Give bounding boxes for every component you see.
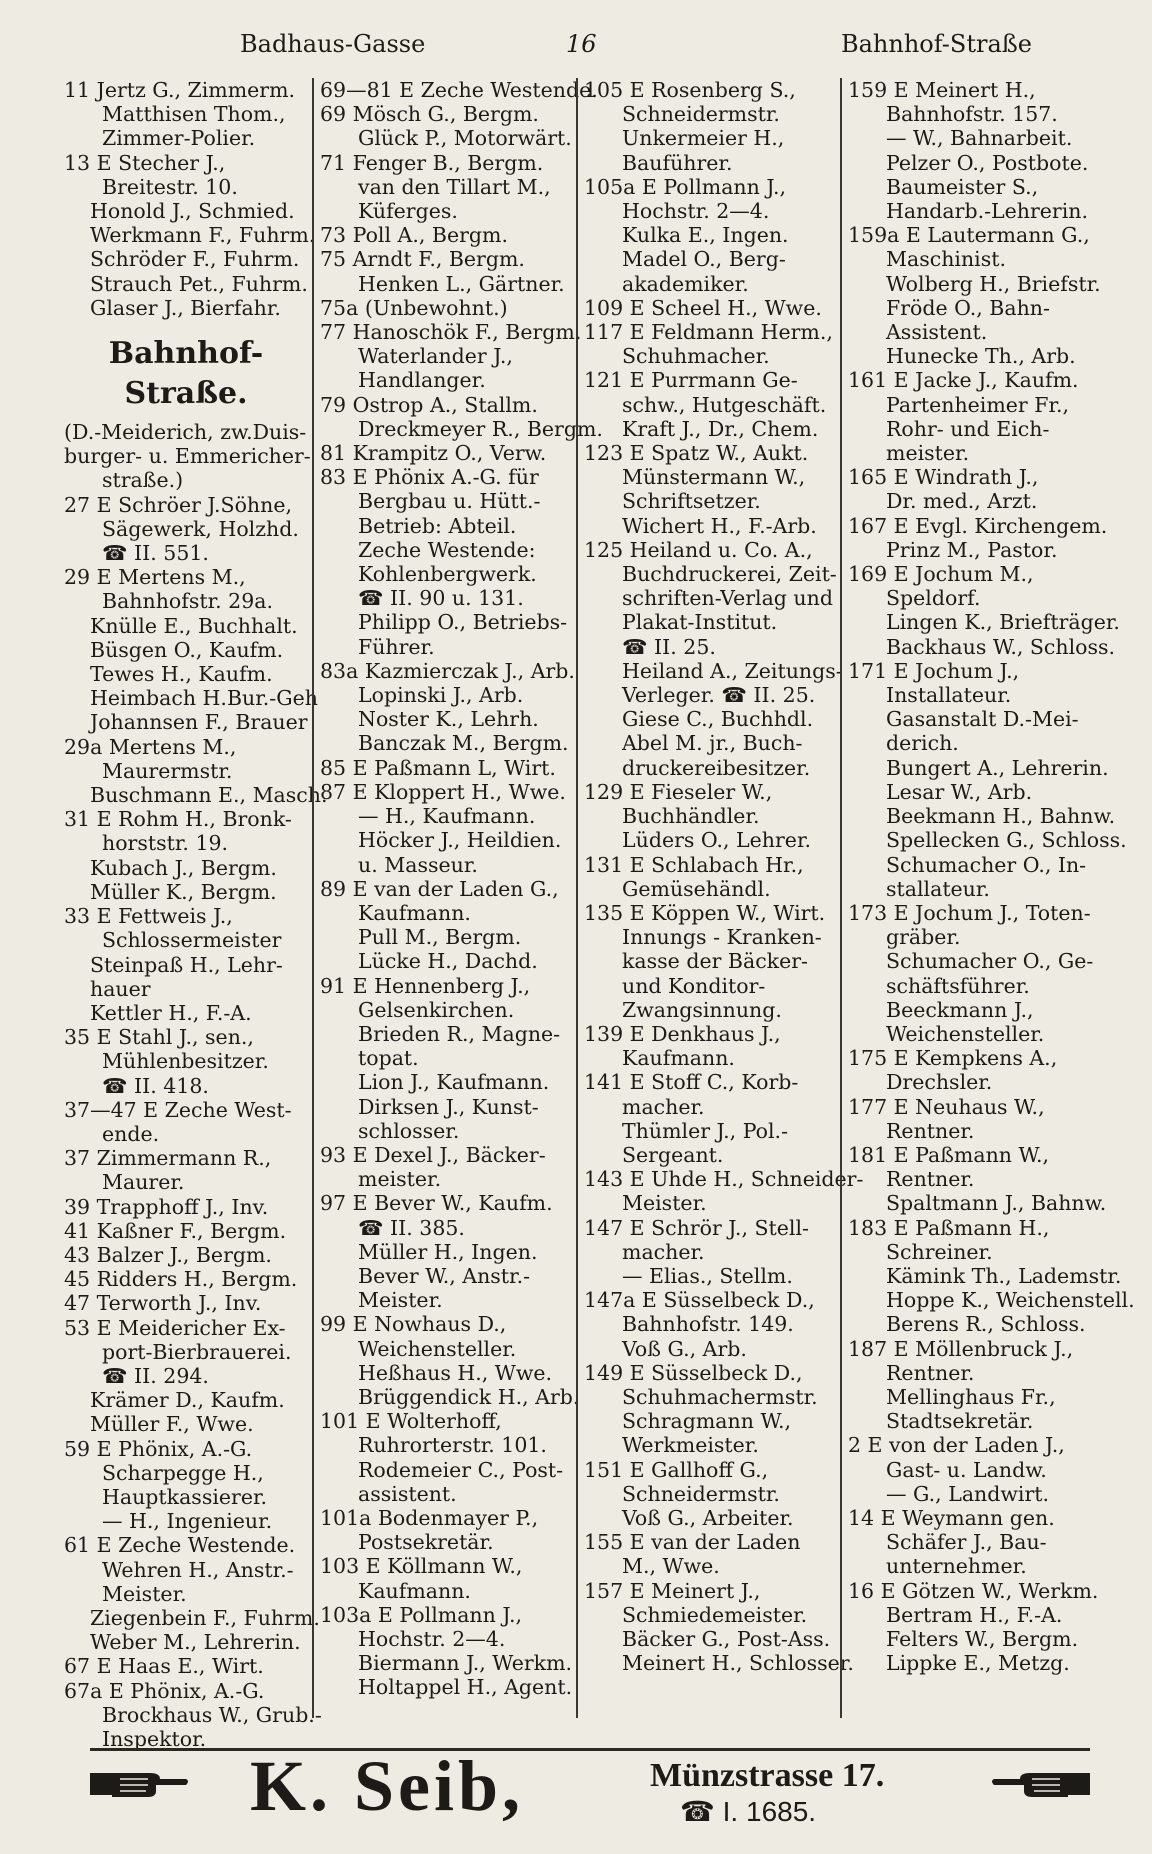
directory-entry: 167 E Evgl. Kirchengem. bbox=[848, 513, 1108, 538]
directory-entry-continuation: Betrieb: Abteil. bbox=[358, 513, 517, 538]
directory-entry-continuation: Schröder F., Fuhrm. bbox=[90, 247, 300, 272]
directory-entry: 171 E Jochum J., bbox=[848, 658, 1020, 683]
directory-entry: 159a E Lautermann G., bbox=[848, 223, 1090, 248]
directory-entry-continuation: Kaufmann. bbox=[622, 1046, 735, 1071]
directory-entry-continuation: Baumeister S., bbox=[886, 174, 1039, 199]
directory-entry-continuation: Philipp O., Betriebs- bbox=[358, 610, 568, 635]
directory-entry-continuation: Waterlander J., bbox=[358, 344, 513, 369]
directory-entry: 83a Kazmierczak J., Arb. bbox=[320, 658, 575, 683]
directory-entry: 173 E Jochum J., Toten- bbox=[848, 900, 1091, 925]
page-header bbox=[70, 30, 1082, 66]
directory-entry-continuation: ☎ II. 90 u. 131. bbox=[358, 586, 524, 611]
column-3 bbox=[576, 78, 864, 1718]
directory-entry-continuation: ☎ II. 25. bbox=[622, 634, 716, 659]
directory-entry-continuation: akademiker. bbox=[622, 271, 749, 296]
directory-entry-continuation: Schneidermstr. bbox=[622, 1481, 780, 1506]
directory-entry: 45 Ridders H., Bergm. bbox=[64, 1267, 298, 1292]
directory-entry-continuation: Installateur. bbox=[886, 683, 1012, 708]
directory-entry-continuation: Meister. bbox=[102, 1581, 187, 1606]
directory-entry-continuation: Glaser J., Bierfahr. bbox=[90, 295, 281, 320]
directory-entry-continuation: Innungs - Kranken- bbox=[622, 925, 822, 950]
page-number: 16 bbox=[566, 30, 597, 58]
directory-entry: 123 E Spatz W., Aukt. bbox=[584, 441, 809, 466]
directory-entry-continuation: Dr. med., Arzt. bbox=[886, 489, 1038, 514]
directory-entry-continuation: hauer bbox=[90, 976, 151, 1001]
directory-entry: 11 Jertz G., Zimmerm. bbox=[64, 78, 296, 102]
directory-entry: 103 E Köllmann W., bbox=[320, 1554, 523, 1579]
directory-entry-continuation: Sergeant. bbox=[622, 1142, 724, 1167]
directory-entry: 101 E Wolterhoff, bbox=[320, 1409, 502, 1434]
directory-entry-continuation: Kämink Th., Lademstr. bbox=[886, 1263, 1122, 1288]
directory-entry: 69 Mösch G., Bergm. bbox=[320, 102, 539, 127]
directory-entry-continuation: Spellecken G., Schloss. bbox=[886, 828, 1127, 853]
directory-entry-continuation: macher. bbox=[622, 1094, 705, 1119]
directory-entry: 143 E Uhde H., Schneider- bbox=[584, 1167, 864, 1192]
directory-entry-continuation: Mellinghaus Fr., bbox=[886, 1384, 1056, 1409]
directory-entry: 73 Poll A., Bergm. bbox=[320, 223, 508, 248]
directory-entry-continuation: Zeche Westende: bbox=[358, 537, 536, 562]
directory-entry-continuation: Bever W., Anstr.- bbox=[358, 1263, 531, 1288]
directory-entry: 141 E Stoff C., Korb- bbox=[584, 1070, 799, 1095]
directory-entry-continuation: Hochstr. 2—4. bbox=[358, 1627, 506, 1651]
directory-entry-continuation: Gelsenkirchen. bbox=[358, 997, 515, 1022]
directory-entry-continuation: — Elias., Stellm. bbox=[622, 1263, 793, 1288]
directory-entry: 105a E Pollmann J., bbox=[584, 174, 787, 199]
directory-entry-continuation: Pull M., Bergm. bbox=[358, 925, 522, 950]
directory-entry: 161 E Jacke J., Kaufm. bbox=[848, 368, 1079, 393]
directory-entry-continuation: derich. bbox=[886, 731, 959, 756]
directory-entry-continuation: Breitestr. 10. bbox=[102, 174, 238, 199]
directory-entry-continuation: Schäfer J., Bau- bbox=[886, 1530, 1047, 1555]
directory-entry-continuation: Schuhmachermstr. bbox=[622, 1384, 818, 1409]
directory-entry-continuation: Kraft J., Dr., Chem. bbox=[622, 416, 819, 441]
directory-entry-continuation: Kubach J., Bergm. bbox=[90, 855, 277, 880]
directory-entry: 121 E Purrmann Ge- bbox=[584, 368, 798, 393]
directory-entry-continuation: Gasanstalt D.-Mei- bbox=[886, 707, 1079, 732]
directory-entry-continuation: Voß G., Arb. bbox=[622, 1336, 747, 1361]
directory-entry-continuation: Verleger. ☎ II. 25. bbox=[622, 683, 816, 708]
directory-entry-continuation: assistent. bbox=[358, 1481, 457, 1506]
directory-entry-continuation: M., Wwe. bbox=[622, 1554, 720, 1579]
directory-entry-continuation: topat. bbox=[358, 1046, 419, 1071]
directory-entry-continuation: Hochstr. 2—4. bbox=[622, 199, 770, 224]
directory-entry-continuation: schw., Hutgeschäft. bbox=[622, 392, 827, 417]
directory-entry-continuation: — H., Ingenieur. bbox=[102, 1509, 273, 1534]
directory-entry: 157 E Meinert J., bbox=[584, 1578, 761, 1603]
directory-entry: 135 E Köppen W., Wirt. bbox=[584, 900, 826, 925]
firm-name: K. Seib, bbox=[250, 1746, 525, 1826]
directory-entry-continuation: Bungert A., Lehrerin. bbox=[886, 755, 1109, 780]
column-4 bbox=[840, 78, 1135, 1718]
directory-entry: 97 E Bever W., Kaufm. bbox=[320, 1191, 553, 1216]
directory-entry-continuation: Bergbau u. Hütt.- bbox=[358, 489, 541, 514]
pointing-hand-icon bbox=[90, 1759, 190, 1807]
directory-entry: 71 Fenger B., Bergm. bbox=[320, 150, 544, 175]
directory-entry-continuation: kasse der Bäcker- bbox=[622, 949, 808, 974]
directory-entry: 155 E van der Laden bbox=[584, 1530, 801, 1555]
directory-entry-continuation: Schumacher O., In- bbox=[886, 852, 1087, 877]
directory-entry-continuation: Kettler H., F.-A. bbox=[90, 1000, 252, 1025]
directory-entry-continuation: Glück P., Motorwärt. bbox=[358, 126, 572, 151]
directory-entry-continuation: — W., Bahnarbeit. bbox=[886, 126, 1073, 151]
section-heading: Bahnhof-Straße. bbox=[108, 336, 264, 412]
directory-entry: 147 E Schrör J., Stell- bbox=[584, 1215, 809, 1240]
directory-entry-continuation: Weber M., Lehrerin. bbox=[90, 1630, 301, 1655]
directory-entry-continuation: van den Tillart M., bbox=[358, 174, 551, 199]
directory-entry-continuation: Lesar W., Arb. bbox=[886, 779, 1033, 804]
directory-entry-continuation: Höcker J., Heildien. bbox=[358, 828, 562, 853]
directory-entry: 79 Ostrop A., Stallm. bbox=[320, 392, 538, 417]
directory-entry: 39 Trapphoff J., Inv. bbox=[64, 1194, 269, 1219]
directory-entry-continuation: Handlanger. bbox=[358, 368, 486, 393]
directory-entry-continuation: Werkmeister. bbox=[622, 1433, 759, 1458]
directory-entry-continuation: ende. bbox=[102, 1121, 160, 1146]
directory-entry-continuation: Zimmer-Polier. bbox=[102, 126, 256, 151]
directory-entry-continuation: Kaufmann. bbox=[358, 900, 471, 925]
directory-entry-continuation: Heiland A., Zeitungs- bbox=[622, 658, 843, 683]
directory-entry: 37—47 E Zeche West- bbox=[64, 1097, 292, 1122]
directory-entry-continuation: Hoppe K., Weichenstell. bbox=[886, 1288, 1135, 1313]
directory-entry: 41 Kaßner F., Bergm. bbox=[64, 1218, 287, 1243]
directory-entry-continuation: macher. bbox=[622, 1239, 705, 1264]
directory-entry: 129 E Fieseler W., bbox=[584, 779, 773, 804]
directory-entry: 93 E Dexel J., Bäcker- bbox=[320, 1142, 546, 1167]
directory-entry-continuation: Thümler J., Pol.- bbox=[622, 1118, 789, 1143]
directory-entry-continuation: Schriftsetzer. bbox=[622, 489, 761, 514]
directory-entry-continuation: port-Bierbrauerei. bbox=[102, 1339, 292, 1364]
directory-entry-continuation: Pelzer O., Postbote. bbox=[886, 150, 1089, 175]
directory-entry-continuation: Lücke H., Dachd. bbox=[358, 949, 538, 974]
directory-entry-continuation: Hunecke Th., Arb. bbox=[886, 344, 1076, 369]
directory-entry-continuation: Partenheimer Fr., bbox=[886, 392, 1070, 417]
directory-entry-continuation: Kohlenbergwerk. bbox=[358, 562, 537, 587]
directory-entry-continuation: Henken L., Gärtner. bbox=[358, 271, 565, 296]
directory-entry-continuation: straße.) bbox=[102, 468, 184, 493]
directory-entry-continuation: und Konditor- bbox=[622, 973, 766, 998]
directory-entry-continuation: schriften-Verlag und bbox=[622, 586, 833, 611]
directory-entry-continuation: Ruhrorterstr. 101. bbox=[358, 1433, 547, 1458]
directory-entry: 2 E von der Laden J., bbox=[848, 1433, 1065, 1458]
directory-entry-continuation: Madel O., Berg- bbox=[622, 247, 786, 272]
directory-entry: (D.-Meiderich, zw.Duis- bbox=[64, 420, 307, 445]
header-street-left: Badhaus-Gasse bbox=[240, 30, 426, 58]
directory-entry: 151 E Gallhoff G., bbox=[584, 1457, 769, 1482]
directory-entry-continuation: Johannsen F., Brauer bbox=[90, 710, 308, 735]
directory-entry-continuation: gräber. bbox=[886, 925, 961, 950]
directory-entry-continuation: Holtappel H., Agent. bbox=[358, 1675, 573, 1700]
directory-entry-continuation: Schreiner. bbox=[886, 1239, 993, 1264]
directory-entry-continuation: Rentner. bbox=[886, 1360, 975, 1385]
directory-entry-continuation: Bahnhofstr. 157. bbox=[886, 102, 1058, 127]
directory-entry: 16 E Götzen W., Werkm. bbox=[848, 1578, 1099, 1603]
advertisement-footer bbox=[90, 1748, 1090, 1831]
directory-entry-continuation: druckereibesitzer. bbox=[622, 755, 811, 780]
directory-entry-continuation: Drechsler. bbox=[886, 1070, 993, 1095]
directory-entry-continuation: Schlossermeister bbox=[102, 928, 282, 953]
directory-entry-continuation: Beeckmann J., bbox=[886, 997, 1034, 1022]
directory-entry-continuation: Inspektor. bbox=[102, 1727, 207, 1751]
directory-entry-continuation: Lopinski J., Arb. bbox=[358, 683, 524, 708]
directory-entry-continuation: Gast- u. Landw. bbox=[886, 1457, 1047, 1482]
directory-entry-continuation: Kaufmann. bbox=[358, 1578, 471, 1603]
directory-entry-continuation: Maschinist. bbox=[886, 247, 1007, 272]
directory-entry-continuation: Rentner. bbox=[886, 1167, 975, 1192]
firm-phone: ☎ I. 1685. bbox=[680, 1796, 817, 1827]
directory-entry: 75 Arndt F., Bergm. bbox=[320, 247, 525, 272]
directory-entry-continuation: Bahnhofstr. 29a. bbox=[102, 589, 273, 614]
directory-entry: 61 E Zeche Westende. bbox=[64, 1533, 296, 1558]
directory-entry-continuation: Meister. bbox=[622, 1191, 707, 1216]
directory-entry-continuation: Schuhmacher. bbox=[622, 344, 770, 369]
directory-entry-continuation: ☎ II. 551. bbox=[102, 541, 209, 566]
directory-entry: 29 E Mertens M., bbox=[64, 565, 246, 590]
directory-entry-continuation: Brockhaus W., Grub.- bbox=[102, 1702, 322, 1727]
directory-entry-continuation: Stadtsekretär. bbox=[886, 1409, 1034, 1434]
directory-entry-continuation: Berens R., Schloss. bbox=[886, 1312, 1086, 1337]
column-2 bbox=[312, 78, 603, 1718]
directory-entry-continuation: schäftsführer. bbox=[886, 973, 1030, 998]
directory-entry-continuation: Buchdruckerei, Zeit- bbox=[622, 562, 837, 587]
directory-entry: 159 E Meinert H., bbox=[848, 78, 1036, 102]
directory-entry-continuation: Wehren H., Anstr.- bbox=[102, 1557, 294, 1582]
firm-address: Münzstrasse 17. bbox=[650, 1757, 885, 1794]
directory-entry: 187 E Möllenbruck J., bbox=[848, 1336, 1074, 1361]
directory-entry: 53 E Meidericher Ex- bbox=[64, 1315, 286, 1340]
directory-entry: 37 Zimmermann R., bbox=[64, 1146, 272, 1171]
directory-entry: 83 E Phönix A.-G. für bbox=[320, 465, 539, 490]
directory-entry-continuation: Postsekretär. bbox=[358, 1530, 494, 1555]
directory-entry: 131 E Schlabach Hr., bbox=[584, 852, 804, 877]
directory-entry-continuation: horststr. 19. bbox=[102, 831, 229, 856]
directory-entry-continuation: Kulka E., Ingen. bbox=[622, 223, 789, 248]
directory-entry-continuation: Unkermeier H., bbox=[622, 126, 785, 151]
directory-entry-continuation: Brüggendick H., Arb. bbox=[358, 1384, 580, 1409]
directory-entry-continuation: Wolberg H., Briefstr. bbox=[886, 271, 1101, 296]
directory-entry-continuation: Fröde O., Bahn- bbox=[886, 295, 1050, 320]
directory-entry-continuation: Heimbach H.Bur.-Geh bbox=[90, 686, 318, 711]
directory-entry-continuation: Voß G., Arbeiter. bbox=[622, 1505, 794, 1530]
directory-entry-continuation: — H., Kaufmann. bbox=[358, 804, 536, 829]
directory-entry-continuation: Maurer. bbox=[102, 1170, 185, 1195]
directory-entry: 59 E Phönix, A.-G. bbox=[64, 1436, 253, 1461]
directory-entry: 117 E Feldmann Herm., bbox=[584, 320, 833, 345]
directory-entry-continuation: unternehmer. bbox=[886, 1554, 1027, 1579]
directory-entry-continuation: Rodemeier C., Post- bbox=[358, 1457, 564, 1482]
directory-entry-continuation: Maurermstr. bbox=[102, 758, 233, 783]
directory-entry: 87 E Kloppert H., Wwe. bbox=[320, 779, 566, 804]
directory-entry: 139 E Denkhaus J., bbox=[584, 1021, 781, 1046]
directory-entry-continuation: Gemüsehändl. bbox=[622, 876, 771, 901]
directory-entry-continuation: Strauch Pet., Fuhrm. bbox=[90, 271, 308, 296]
directory-entry: 147a E Süsselbeck D., bbox=[584, 1288, 815, 1313]
directory-entry-continuation: Ziegenbein F., Fuhrm. bbox=[90, 1605, 320, 1630]
header-street-right: Bahnhof-Straße bbox=[840, 30, 1032, 58]
directory-entry: 99 E Nowhaus D., bbox=[320, 1312, 507, 1337]
directory-entry-continuation: Wichert H., F.-Arb. bbox=[622, 513, 817, 538]
directory-entry-continuation: Biermann J., Werkm. bbox=[358, 1651, 573, 1676]
directory-entry-continuation: Rohr- und Eich- bbox=[886, 416, 1050, 441]
directory-entry-continuation: Bäcker G., Post-Ass. bbox=[622, 1627, 831, 1651]
directory-entry-continuation: Lippke E., Metzg. bbox=[886, 1651, 1070, 1676]
directory-entry: 35 E Stahl J., sen., bbox=[64, 1025, 254, 1050]
directory-entry-continuation: Lüders O., Lehrer. bbox=[622, 828, 812, 853]
directory-entry: 165 E Windrath J., bbox=[848, 465, 1039, 490]
directory-entry-continuation: Weichensteller. bbox=[358, 1336, 517, 1361]
directory-entry-continuation: Bertram H., F.-A. bbox=[886, 1602, 1063, 1627]
directory-entry-continuation: Krämer D., Kaufm. bbox=[90, 1388, 285, 1413]
directory-entry-continuation: Tewes H., Kaufm. bbox=[90, 662, 273, 687]
directory-entry: 67a E Phönix, A.-G. bbox=[64, 1678, 265, 1703]
directory-entry-continuation: ☎ II. 294. bbox=[102, 1363, 209, 1388]
directory-entry: 169 E Jochum M., bbox=[848, 562, 1034, 587]
directory-entry-continuation: Backhaus W., Schloss. bbox=[886, 634, 1116, 659]
directory-entry: 103a E Pollmann J., bbox=[320, 1602, 523, 1627]
directory-entry: 175 E Kempkens A., bbox=[848, 1046, 1058, 1071]
directory-entry-continuation: Abel M. jr., Buch- bbox=[622, 731, 803, 756]
directory-entry-continuation: Heßhaus H., Wwe. bbox=[358, 1360, 553, 1385]
directory-entry-continuation: u. Masseur. bbox=[358, 852, 478, 877]
directory-entry-continuation: Brieden R., Magne- bbox=[358, 1021, 561, 1046]
directory-entry-continuation: ☎ II. 385. bbox=[358, 1215, 465, 1240]
directory-entry: 43 Balzer J., Bergm. bbox=[64, 1242, 272, 1267]
directory-entry-continuation: schlosser. bbox=[358, 1118, 460, 1143]
directory-entry-continuation: Banczak M., Bergm. bbox=[358, 731, 569, 756]
directory-entry: 14 E Weymann gen. bbox=[848, 1505, 1055, 1530]
directory-entry-continuation: meister. bbox=[886, 441, 970, 466]
directory-entry-continuation: Lion J., Kaufmann. bbox=[358, 1070, 550, 1095]
directory-entry-continuation: Schragmann W., bbox=[622, 1409, 791, 1434]
directory-entry-continuation: — G., Landwirt. bbox=[886, 1481, 1050, 1506]
directory-entry: 101a Bodenmayer P., bbox=[320, 1505, 539, 1530]
directory-entry-continuation: Beekmann H., Bahnw. bbox=[886, 804, 1116, 829]
directory-entry: 27 E Schröer J.Söhne, bbox=[64, 492, 292, 517]
directory-entry-continuation: stallateur. bbox=[886, 876, 990, 901]
directory-columns bbox=[58, 78, 1135, 1751]
directory-entry: 89 E van der Laden G., bbox=[320, 876, 559, 901]
directory-entry-continuation: Bauführer. bbox=[622, 150, 733, 175]
directory-entry-continuation: Müller K., Bergm. bbox=[90, 879, 277, 904]
column-1 bbox=[58, 78, 328, 1751]
directory-entry: 85 E Paßmann L, Wirt. bbox=[320, 755, 556, 780]
directory-entry-continuation: Bahnhofstr. 149. bbox=[622, 1312, 794, 1337]
directory-entry: burger- u. Emmericher- bbox=[64, 444, 311, 469]
directory-entry-continuation: meister. bbox=[358, 1167, 442, 1192]
directory-entry-continuation: Müller F., Wwe. bbox=[90, 1412, 254, 1437]
directory-entry-continuation: Küferges. bbox=[358, 199, 458, 224]
directory-entry: 77 Hanoschök F., Bergm. bbox=[320, 320, 582, 345]
directory-entry: 181 E Paßmann W., bbox=[848, 1142, 1050, 1167]
directory-entry-continuation: Speldorf. bbox=[886, 586, 981, 611]
directory-entry-continuation: Felters W., Bergm. bbox=[886, 1627, 1079, 1651]
directory-entry-continuation: Meister. bbox=[358, 1288, 443, 1313]
directory-entry-continuation: Hauptkassierer. bbox=[102, 1484, 268, 1509]
directory-entry: 67 E Haas E., Wirt. bbox=[64, 1654, 264, 1679]
directory-entry: 109 E Scheel H., Wwe. bbox=[584, 295, 822, 320]
directory-entry: 69—81 E Zeche Westende. bbox=[320, 78, 598, 102]
directory-entry: 33 E Fettweis J., bbox=[64, 904, 233, 929]
directory-entry-continuation: Rentner. bbox=[886, 1118, 975, 1143]
directory-entry: 183 E Paßmann H., bbox=[848, 1215, 1050, 1240]
directory-entry-continuation: Giese C., Buchhdl. bbox=[622, 707, 814, 732]
directory-entry-continuation: Buchhändler. bbox=[622, 804, 760, 829]
directory-entry: 75a (Unbewohnt.) bbox=[320, 295, 508, 320]
directory-entry: 81 Krampitz O., Verw. bbox=[320, 441, 547, 466]
pointing-hand-icon bbox=[990, 1759, 1090, 1807]
directory-entry-continuation: Dirksen J., Kunst- bbox=[358, 1094, 539, 1119]
directory-entry-continuation: Schumacher O., Ge- bbox=[886, 949, 1094, 974]
directory-entry-continuation: Meinert H., Schlosser. bbox=[622, 1651, 854, 1676]
directory-entry-continuation: Büsgen O., Kaufm. bbox=[90, 637, 284, 662]
directory-entry: 91 E Hennenberg J., bbox=[320, 973, 531, 998]
directory-entry: 47 Terworth J., Inv. bbox=[64, 1291, 262, 1316]
directory-entry-continuation: Schneidermstr. bbox=[622, 102, 780, 127]
directory-entry: 13 E Stecher J., bbox=[64, 150, 226, 175]
directory-entry-continuation: Schmiedemeister. bbox=[622, 1602, 808, 1627]
directory-entry-continuation: Dreckmeyer R., Bergm. bbox=[358, 416, 603, 441]
directory-entry-continuation: Handarb.-Lehrerin. bbox=[886, 199, 1088, 224]
directory-entry-continuation: Münstermann W., bbox=[622, 465, 806, 490]
directory-entry: 31 E Rohm H., Bronk- bbox=[64, 807, 292, 832]
directory-entry: 149 E Süsselbeck D., bbox=[584, 1360, 803, 1385]
directory-entry-continuation: Zwangsinnung. bbox=[622, 997, 782, 1022]
directory-entry-continuation: Spaltmann J., Bahnw. bbox=[886, 1191, 1107, 1216]
directory-entry-continuation: Prinz M., Pastor. bbox=[886, 537, 1058, 562]
directory-entry: 177 E Neuhaus W., bbox=[848, 1094, 1045, 1119]
directory-entry-continuation: Noster K., Lehrh. bbox=[358, 707, 539, 732]
directory-entry: 29a Mertens M., bbox=[64, 734, 237, 759]
directory-entry-continuation: Plakat-Institut. bbox=[622, 610, 778, 635]
directory-entry-continuation: Buschmann E., Masch. bbox=[90, 783, 328, 808]
directory-entry-continuation: ☎ II. 418. bbox=[102, 1073, 209, 1098]
directory-entry-continuation: Sägewerk, Holzhd. bbox=[102, 516, 299, 541]
directory-entry-continuation: Matthisen Thom., bbox=[102, 102, 286, 127]
directory-entry-continuation: Werkmann F., Fuhrm. bbox=[90, 223, 316, 248]
directory-entry-continuation: Assistent. bbox=[886, 320, 988, 345]
directory-entry-continuation: Steinpaß H., Lehr- bbox=[90, 952, 283, 977]
directory-entry: 125 Heiland u. Co. A., bbox=[584, 537, 813, 562]
directory-entry-continuation: Scharpegge H., bbox=[102, 1460, 264, 1485]
directory-entry-continuation: Lingen K., Briefträger. bbox=[886, 610, 1120, 635]
directory-entry-continuation: Mühlenbesitzer. bbox=[102, 1049, 269, 1074]
directory-entry-continuation: Honold J., Schmied. bbox=[90, 199, 295, 224]
directory-entry-continuation: Führer. bbox=[358, 634, 435, 659]
directory-entry-continuation: Weichensteller. bbox=[886, 1021, 1045, 1046]
directory-entry-continuation: Müller H., Ingen. bbox=[358, 1239, 538, 1264]
directory-entry-continuation: Knülle E., Buchhalt. bbox=[90, 613, 298, 638]
directory-entry: 105 E Rosenberg S., bbox=[584, 78, 796, 102]
